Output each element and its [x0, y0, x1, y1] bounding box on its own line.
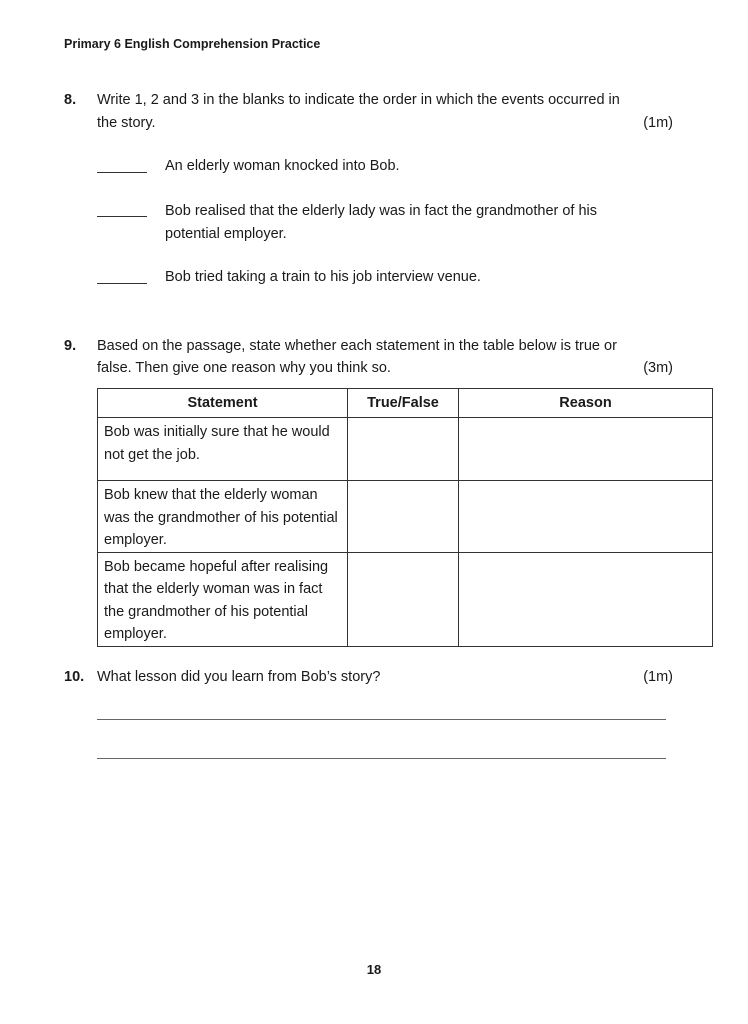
statement-cell: Bob knew that the elderly woman was the grandmother of his potential employer.	[98, 481, 348, 553]
table-row	[98, 418, 713, 481]
true-false-cell[interactable]	[348, 418, 459, 481]
page-number: 18	[366, 962, 382, 977]
statement-cell: Bob became hopeful after realising that the elderly woman was in fact the grandmother of his potential employer.	[98, 552, 348, 646]
question-8-line-2: the story.	[97, 115, 156, 131]
question-9-number: 9.	[64, 338, 77, 354]
page-header: Primary 6 English Comprehension Practice	[64, 37, 321, 51]
q9-table	[97, 388, 713, 647]
question-10-text: What lesson did you learn from Bob’s story?	[97, 669, 381, 685]
reason-cell[interactable]	[459, 552, 713, 646]
q9-header-row	[98, 389, 713, 418]
header-statement: Statement	[98, 389, 348, 418]
table-row	[98, 481, 713, 553]
table-row	[98, 552, 713, 646]
question-8-number: 8.	[64, 92, 77, 108]
question-9-line-1: Based on the passage, state whether each statement in the table below is true or	[97, 338, 617, 354]
q8-event-1: An elderly woman knocked into Bob.	[165, 158, 400, 174]
reason-cell[interactable]	[459, 418, 713, 481]
q8-answer-blank-1[interactable]	[97, 172, 147, 173]
q8-answer-blank-2[interactable]	[97, 216, 147, 217]
q10-answer-line-1[interactable]	[97, 719, 666, 720]
q10-answer-line-2[interactable]	[97, 758, 666, 759]
header-reason: Reason	[459, 389, 713, 418]
question-10-number: 10.	[64, 669, 85, 685]
q8-event-2: Bob realised that the elderly lady was in fact the grandmother of his potential employer.	[165, 203, 598, 242]
question-9-marks: (3m)	[643, 360, 673, 376]
statement-cell: Bob was initially sure that he would not get the job.	[98, 418, 348, 481]
true-false-cell[interactable]	[348, 552, 459, 646]
reason-cell[interactable]	[459, 481, 713, 553]
question-8-marks: (1m)	[643, 115, 673, 131]
q8-event-3: Bob tried taking a train to his job interview venue.	[165, 269, 481, 285]
question-10-marks: (1m)	[643, 669, 673, 685]
question-8-line-1: Write 1, 2 and 3 in the blanks to indicate the order in which the events occurred in	[97, 92, 620, 108]
header-true-false: True/False	[348, 389, 459, 418]
question-9-line-2: false. Then give one reason why you think so.	[97, 360, 391, 376]
true-false-cell[interactable]	[348, 481, 459, 553]
q8-answer-blank-3[interactable]	[97, 283, 147, 284]
